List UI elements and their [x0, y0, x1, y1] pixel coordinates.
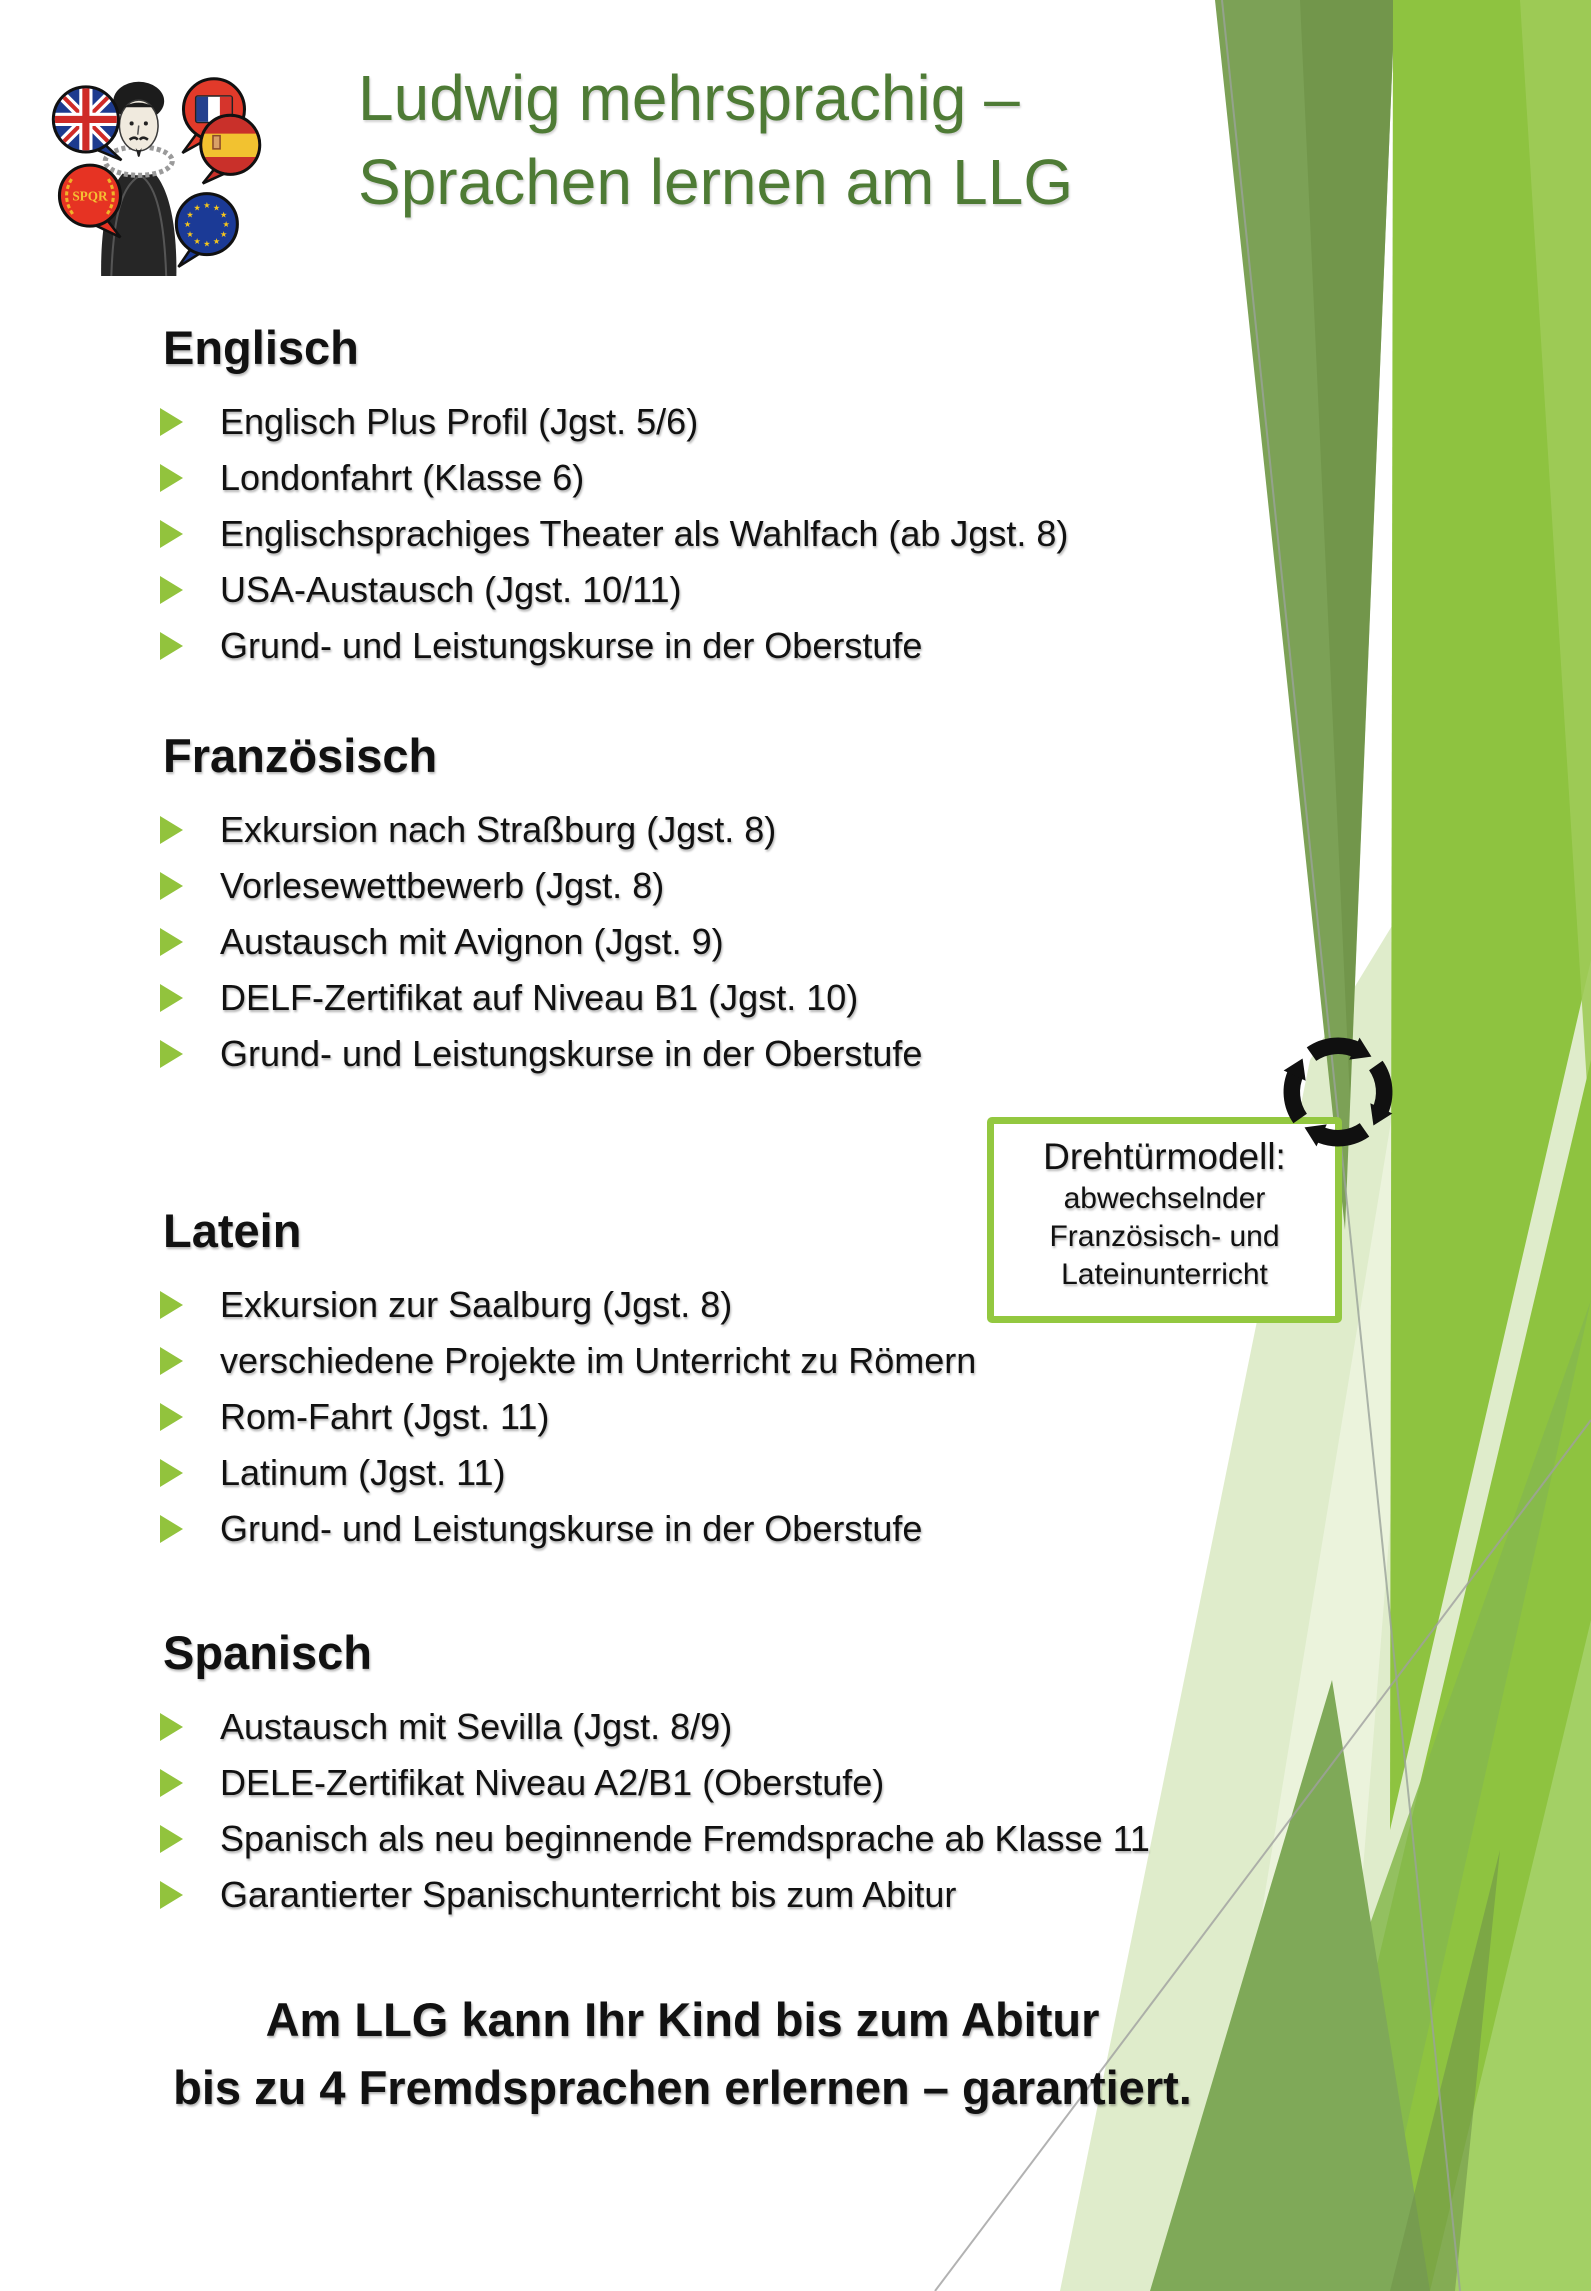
- svg-text:★: ★: [193, 235, 201, 246]
- svg-text:★: ★: [212, 235, 221, 246]
- svg-text:★: ★: [219, 228, 228, 239]
- bullet-text: DELE-Zertifikat Niveau A2/B1 (Oberstufe): [220, 1762, 885, 1803]
- callout-line: Französisch- und: [1049, 1220, 1280, 1253]
- bullet-triangle-icon: [160, 632, 183, 660]
- bullet-row: [160, 1755, 1260, 1811]
- bullet-row: [160, 914, 1260, 970]
- bullet-row: [160, 1699, 1260, 1755]
- bullet-triangle-icon: [160, 1347, 183, 1375]
- eu-flag-bubble: [176, 194, 237, 267]
- spanish-flag-bubble: [201, 115, 260, 183]
- bullet-text: Garantierter Spanischunterricht bis zum Abitur: [220, 1874, 957, 1915]
- bullet-row: [160, 562, 1260, 618]
- bullet-triangle-icon: [160, 1403, 183, 1431]
- bullet-text: verschiedene Projekte im Unterricht zu Römern: [220, 1340, 977, 1381]
- bullet-text: Londonfahrt (Klasse 6): [220, 457, 585, 498]
- callout-line: abwechselnder: [1063, 1182, 1266, 1215]
- uk-flag-bubble: [51, 85, 121, 160]
- title-line-2: Sprachen lernen am LLG: [358, 146, 1074, 218]
- bullet-row: [160, 802, 1260, 858]
- bullet-text: Englisch Plus Profil (Jgst. 5/6): [220, 401, 699, 442]
- footer-statement: [60, 1986, 1305, 2122]
- svg-text:★: ★: [193, 202, 201, 213]
- section-heading: Französisch: [163, 729, 438, 782]
- bullet-text: Vorlesewettbewerb (Jgst. 8): [220, 865, 665, 906]
- bullet-text: Spanisch als neu beginnende Fremdsprache ab Klasse 11: [220, 1818, 1150, 1859]
- school-language-logo: [42, 34, 266, 278]
- bullet-triangle-icon: [160, 1881, 183, 1909]
- spqr-label: SPQR: [72, 188, 108, 204]
- section-heading: Latein: [163, 1204, 302, 1257]
- bullet-triangle-icon: [160, 872, 183, 900]
- bullet-text: Exkursion zur Saalburg (Jgst. 8): [220, 1284, 733, 1325]
- svg-text:★: ★: [203, 199, 211, 210]
- bullet-row: [160, 618, 1260, 674]
- rotation-arrows-icon: [1272, 1026, 1404, 1158]
- bullet-text: Rom-Fahrt (Jgst. 11): [220, 1396, 550, 1437]
- footer-line-1: Am LLG kann Ihr Kind bis zum Abitur: [265, 1993, 1100, 2046]
- bullet-text: Englischsprachiges Theater als Wahlfach (ab Jgst. 8): [220, 513, 1069, 554]
- bullet-row: [160, 1333, 1260, 1389]
- bullet-triangle-icon: [160, 1515, 183, 1543]
- spqr-latin-bubble: [59, 165, 120, 237]
- bullet-row: [160, 1811, 1260, 1867]
- svg-text:★: ★: [203, 238, 211, 249]
- bullet-triangle-icon: [160, 520, 183, 548]
- svg-text:★: ★: [186, 228, 194, 239]
- section-heading: Englisch: [163, 321, 359, 374]
- bullet-row: [160, 450, 1260, 506]
- section-spanisch: [160, 1627, 1260, 1923]
- bullet-triangle-icon: [160, 1291, 183, 1319]
- bullet-row: [160, 1501, 1260, 1557]
- title-line-1: Ludwig mehrsprachig –: [358, 62, 1020, 134]
- bullet-text: Austausch mit Sevilla (Jgst. 8/9): [220, 1706, 733, 1747]
- bullet-row: [160, 506, 1260, 562]
- bullet-triangle-icon: [160, 816, 183, 844]
- bullet-triangle-icon: [160, 464, 183, 492]
- bullet-text: Latinum (Jgst. 11): [220, 1452, 506, 1493]
- bullet-row: [160, 1445, 1260, 1501]
- callout-line: Lateinunterricht: [1061, 1258, 1268, 1291]
- section-franzsisch: [160, 730, 1260, 1082]
- bullet-text: USA-Austausch (Jgst. 10/11): [220, 569, 682, 610]
- bullet-triangle-icon: [160, 928, 183, 956]
- bullet-triangle-icon: [160, 1040, 183, 1068]
- bullet-text: Grund- und Leistungskurse in der Oberstufe: [220, 1033, 923, 1074]
- bullet-triangle-icon: [160, 576, 183, 604]
- bullet-text: Exkursion nach Straßburg (Jgst. 8): [220, 809, 777, 850]
- bullet-row: [160, 858, 1260, 914]
- bullet-text: Austausch mit Avignon (Jgst. 9): [220, 921, 724, 962]
- bullet-triangle-icon: [160, 408, 183, 436]
- slide-title: [358, 56, 1073, 224]
- svg-text:★: ★: [186, 209, 194, 220]
- svg-text:★: ★: [222, 219, 230, 230]
- bullet-text: Grund- und Leistungskurse in der Oberstufe: [220, 1508, 923, 1549]
- bullet-row: [160, 1026, 1260, 1082]
- footer-line-2: bis zu 4 Fremdsprachen erlernen – garantiert.: [173, 2061, 1192, 2114]
- bullet-row: [160, 394, 1260, 450]
- section-heading: Spanisch: [163, 1626, 372, 1679]
- bullet-row: [160, 1389, 1260, 1445]
- bullet-triangle-icon: [160, 1769, 183, 1797]
- bullet-triangle-icon: [160, 1825, 183, 1853]
- section-englisch: [160, 322, 1260, 674]
- callout-title: Drehtürmodell:: [1043, 1136, 1286, 1177]
- bullet-row: [160, 1867, 1260, 1923]
- bullet-text: DELF-Zertifikat auf Niveau B1 (Jgst. 10): [220, 977, 859, 1018]
- svg-text:★: ★: [183, 219, 192, 230]
- bullet-text: Grund- und Leistungskurse in der Oberstufe: [220, 625, 923, 666]
- bullet-triangle-icon: [160, 984, 183, 1012]
- bullet-triangle-icon: [160, 1713, 183, 1741]
- bullet-triangle-icon: [160, 1459, 183, 1487]
- svg-text:★: ★: [219, 209, 228, 220]
- bullet-row: [160, 970, 1260, 1026]
- svg-text:★: ★: [212, 202, 221, 213]
